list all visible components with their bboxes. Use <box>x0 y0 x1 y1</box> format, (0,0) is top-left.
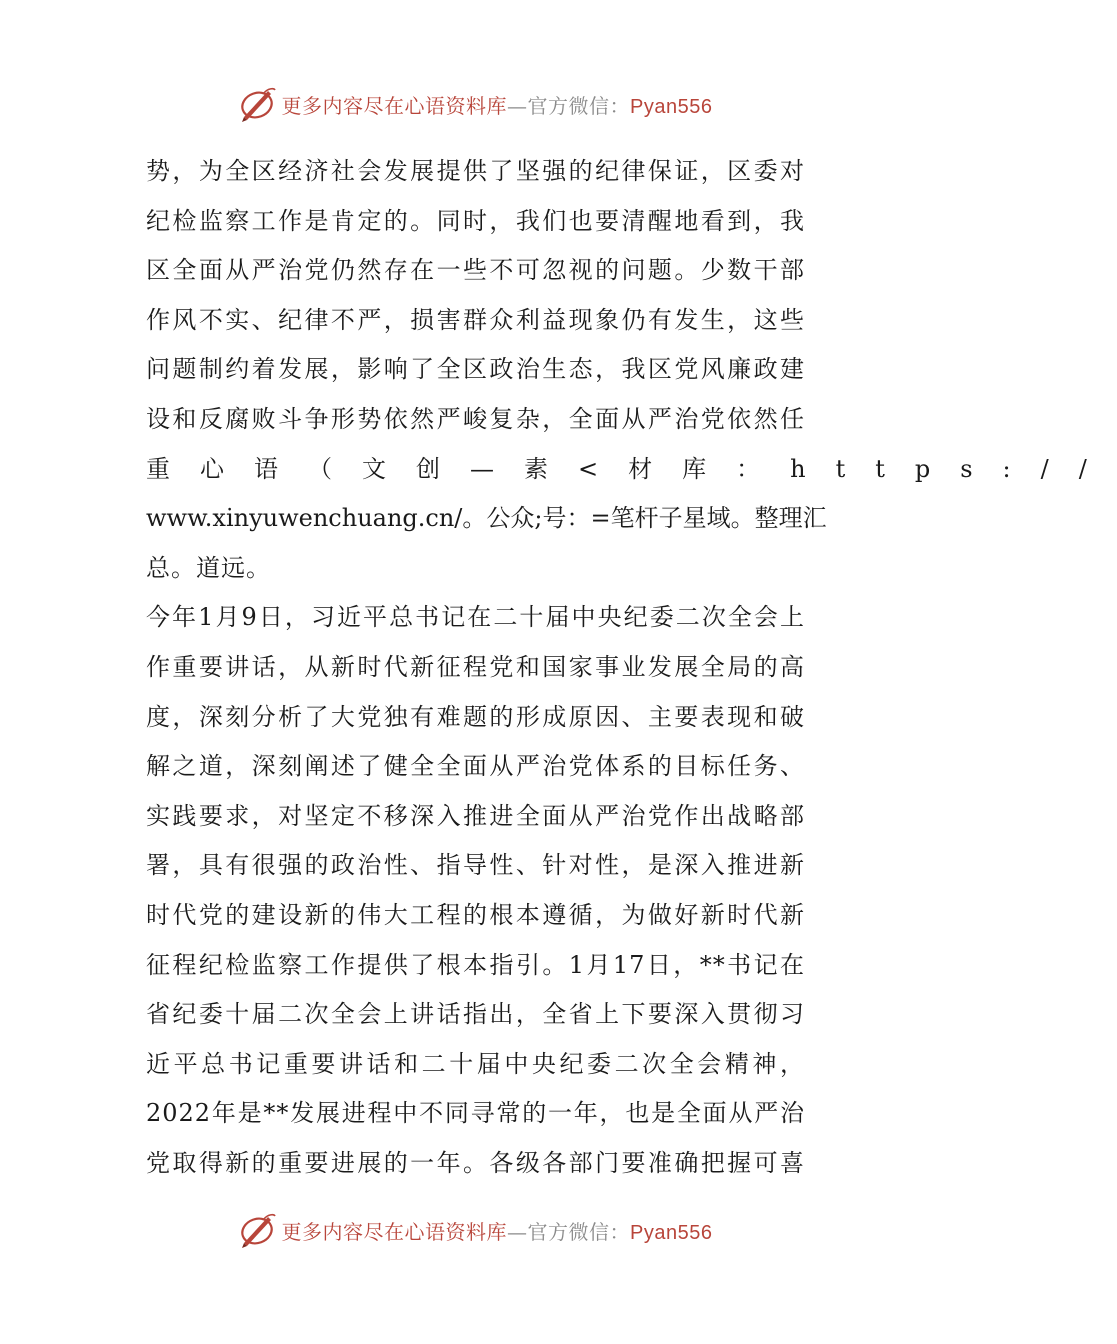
text-line: 区全面从严治党仍然存在一些不可忽视的问题。少数干部 <box>146 256 805 285</box>
banner-wechat-id: Pyan556 <box>630 95 713 118</box>
text-line: 势，为全区经济社会发展提供了坚强的纪律保证，区委对 <box>146 157 805 185</box>
pen-logo-icon <box>238 1210 278 1250</box>
banner-main-text: 更多内容尽在心语资料库 <box>281 1219 508 1244</box>
text-line: 征程纪检监察工作提供了根本指引。1月17日，**书记在 <box>146 950 805 979</box>
text-line: 作重要讲话，从新时代新征程党和国家事业发展全局的高 <box>146 652 805 681</box>
text-line: 设和反腐败斗争形势依然严峻复杂，全面从严治党依然任 <box>146 404 805 433</box>
document-body <box>146 147 1117 1188</box>
text-line: 总。道远。 <box>146 553 271 582</box>
text-line: 省纪委十届二次全会上讲话指出，全省上下要深入贯彻习 <box>146 1000 805 1029</box>
text-line: 实践要求，对坚定不移深入推进全面从严治党作出战略部 <box>146 801 805 830</box>
banner-dash: — <box>507 93 528 118</box>
text-line: 2022年是**发展进程中不同寻常的一年，也是全面从严治 <box>146 1099 805 1128</box>
text-line: 署，具有很强的政治性、指导性、针对性，是深入推进新 <box>146 851 805 880</box>
text-line: 今年1月9日，习近平总书记在二十届中央纪委二次全会上 <box>146 603 805 632</box>
banner-wechat-id: Pyan556 <box>630 1221 713 1244</box>
banner-text <box>282 1216 713 1245</box>
header-watermark-banner <box>0 84 950 124</box>
text-line: 近平总书记重要讲话和二十届中央纪委二次全会精神， <box>146 1049 805 1078</box>
paragraph-1 <box>146 147 1117 593</box>
paragraph-2 <box>146 593 805 1188</box>
banner-main-text: 更多内容尽在心语资料库 <box>281 93 508 118</box>
footer-watermark-banner <box>0 1210 950 1250</box>
text-line: 时代党的建设新的伟大工程的根本遵循，为做好新时代新 <box>146 900 805 929</box>
text-line: 解之道，深刻阐述了健全全面从严治党体系的目标任务、 <box>146 752 805 781</box>
banner-text <box>282 90 713 119</box>
text-line: 度，深刻分析了大党独有难题的形成原因、主要表现和破 <box>146 702 805 731</box>
text-line: 问题制约着发展，影响了全区政治生态，我区党风廉政建 <box>146 355 805 384</box>
banner-official-label: 官方微信： <box>527 1219 631 1244</box>
text-line: www.xinyuwenchuang.cn/。公众;号：=笔杆子星域。整理汇 <box>146 504 827 533</box>
pen-logo-icon <box>238 84 278 124</box>
text-line: 纪检监察工作是肯定的。同时，我们也要清醒地看到，我 <box>146 206 805 235</box>
banner-official-label: 官方微信： <box>527 93 631 118</box>
banner-dash: — <box>507 1219 528 1244</box>
text-line: 党取得新的重要进展的一年。各级各部门要准确把握可喜 <box>146 1148 805 1177</box>
text-line: 作风不实、纪律不严，损害群众利益现象仍有发生，这些 <box>146 305 805 334</box>
text-line: 重心语（文创—素<材库：https:// <box>146 454 1117 483</box>
